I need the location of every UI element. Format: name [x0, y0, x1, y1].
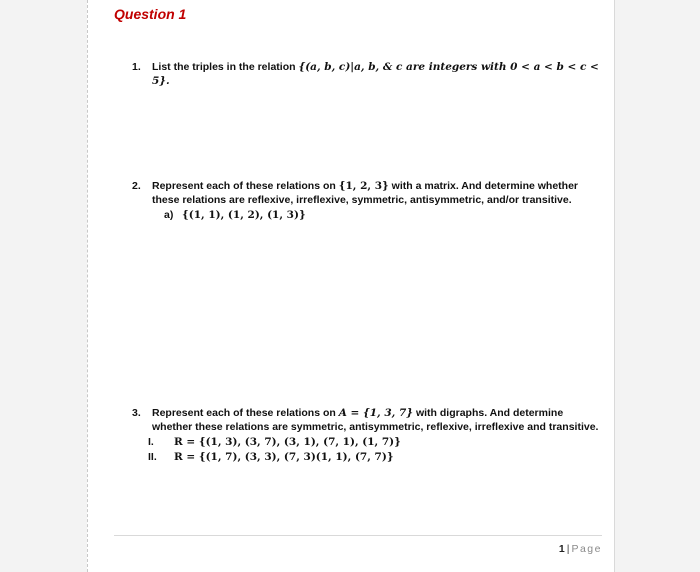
- footer-separator: |: [566, 543, 570, 555]
- footer-divider: [114, 535, 602, 536]
- page-number: 1: [558, 543, 565, 555]
- document-page: [87, 0, 615, 572]
- sub-item-label: II.: [148, 451, 157, 463]
- question-text-prefix: Represent each of these relations on: [152, 407, 339, 419]
- question-text-suffix: with digraphs. And determine whether these relations are symmetric, antisymmetric, reflexive, irreflexive and transitive.: [152, 407, 599, 433]
- sub-item: [148, 435, 604, 449]
- question-text: List the triples in the relation: [152, 61, 299, 73]
- relation-expression: R = {(1, 3), (3, 7), (3, 1), (7, 1), (1, 7)}: [174, 436, 401, 448]
- set-expression: A = {1, 3, 7}: [338, 407, 414, 419]
- question-heading: Question 1: [114, 6, 187, 22]
- sub-item-label: I.: [148, 436, 154, 448]
- question-text-prefix: Represent each of these relations on: [152, 180, 339, 192]
- page-word: Page: [571, 543, 602, 555]
- question-number: 3.: [132, 407, 141, 419]
- question-item-1: [132, 60, 604, 88]
- question-item-2: [132, 179, 604, 222]
- page-footer: [559, 543, 602, 555]
- relation-expression: {(1, 1), (1, 2), (1, 3)}: [182, 209, 306, 221]
- relation-set-expression: {(a, b, c)|a, b, & c are integers with 0 < a < b < c < 5}.: [152, 61, 599, 87]
- question-text-suffix: with a matrix. And determine whether these relations are reflexive, irreflexive, symmetric, antisymmetric, and/or transitive.: [152, 180, 578, 206]
- question-number: 1.: [132, 61, 141, 73]
- question-number: 2.: [132, 180, 141, 192]
- question-item-3: [132, 406, 604, 464]
- sub-item-label: a): [164, 209, 174, 221]
- sub-item: [164, 208, 604, 222]
- relation-expression: R = {(1, 7), (3, 3), (7, 3)(1, 1), (7, 7)}: [174, 451, 394, 463]
- sub-item: [148, 450, 604, 464]
- set-expression: {1, 2, 3}: [338, 180, 389, 192]
